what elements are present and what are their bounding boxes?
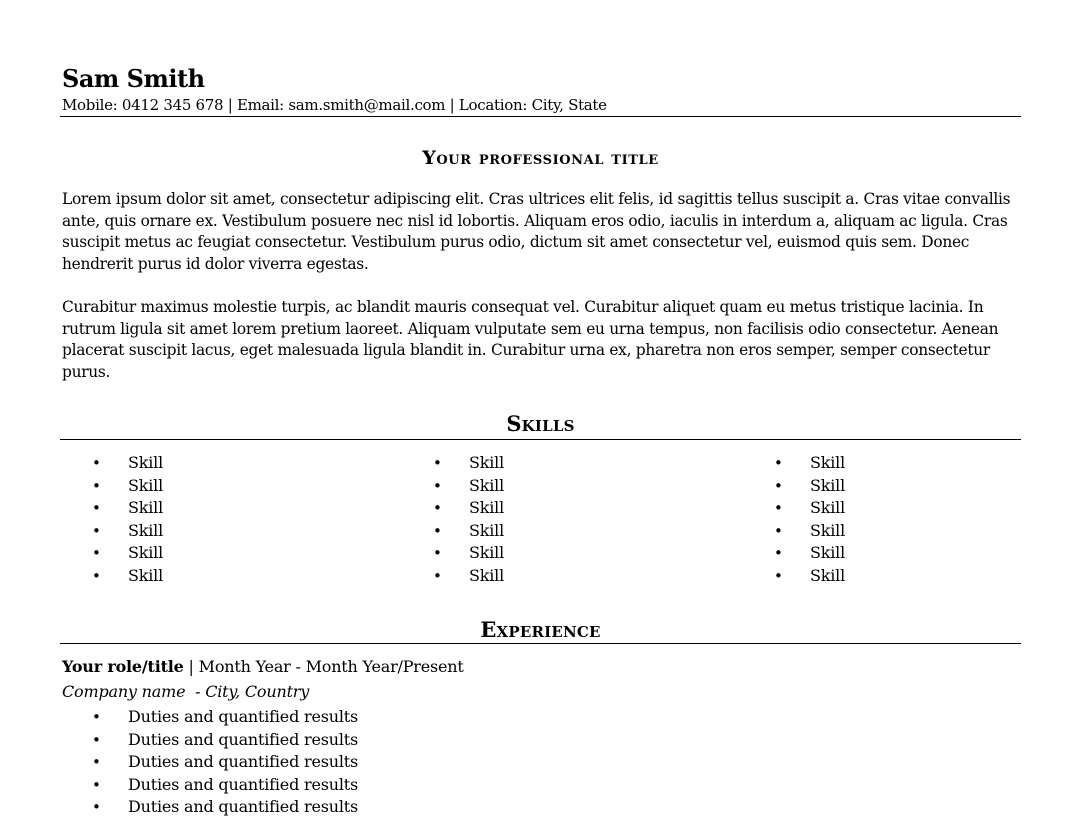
duties-list — [62, 706, 358, 819]
role-line — [62, 656, 464, 678]
bullet-icon: • — [774, 566, 783, 585]
skills-column-2 — [403, 452, 504, 587]
bullet-icon: • — [433, 544, 442, 562]
bullet-icon: • — [92, 454, 101, 472]
bullet-icon: • — [92, 798, 101, 816]
skill-item: • Skill — [744, 565, 845, 588]
skill-item: • Skill — [403, 565, 504, 588]
skill-item: • Skill — [403, 497, 504, 520]
skill-item: • Skill — [62, 475, 163, 498]
skill-item: • Skill — [62, 497, 163, 520]
skill-item: • Skill — [744, 452, 845, 475]
bullet-icon: • — [92, 775, 101, 794]
bullet-icon: • — [433, 476, 442, 495]
bullet-icon: • — [92, 708, 101, 726]
skill-item: • Skill — [744, 497, 845, 520]
bullet-icon: • — [433, 454, 442, 472]
bullet-icon: • — [92, 753, 101, 771]
summary-paragraph-1: Lorem ipsum dolor sit amet, consectetur adipiscing elit. Cras ultrices elit felis, id sagittis tellus suscipit a. Cras vitae convallis ante, quis ornare ex. Vestibulum posuere nec nisl id lobortis. Aliquam eros odio, iaculis in interdum a, aliquam ac ligula. Cras suscipit metus ac feugiat consectetur. Vestibulum purus odio, dictum sit amet consectetur vel, euismod quis sem. Donec hendrerit purus id dolor viverra egestas. — [62, 190, 1011, 273]
bullet-icon: • — [92, 566, 101, 585]
experience-heading: Experience — [480, 617, 601, 642]
skill-item: • Skill — [403, 520, 504, 543]
duty-item: • Duties and quantified results — [62, 706, 358, 729]
duty-item: • Duties and quantified results — [62, 796, 358, 819]
skill-item: • Skill — [403, 452, 504, 475]
skill-item: • Skill — [62, 520, 163, 543]
bullet-icon: • — [92, 521, 101, 540]
bullet-icon: • — [433, 499, 442, 517]
skill-item: • Skill — [62, 542, 163, 565]
skill-item: • Skill — [744, 475, 845, 498]
bullet-icon: • — [774, 521, 783, 540]
bullet-icon: • — [774, 544, 783, 562]
role-title: Your role/title — [62, 657, 184, 676]
bullet-icon: • — [774, 476, 783, 495]
skill-item: • Skill — [744, 520, 845, 543]
skills-column-1 — [62, 452, 163, 587]
skill-item: • Skill — [744, 542, 845, 565]
skill-item: • Skill — [403, 542, 504, 565]
duty-item: • Duties and quantified results — [62, 751, 358, 774]
professional-title: Your professional title — [422, 147, 659, 169]
skills-column-3 — [744, 452, 845, 587]
bullet-icon: • — [92, 544, 101, 562]
duty-item: • Duties and quantified results — [62, 774, 358, 797]
bullet-icon: • — [774, 499, 783, 517]
bullet-icon: • — [433, 521, 442, 540]
bullet-icon: • — [92, 730, 101, 749]
experience-divider — [60, 643, 1021, 644]
skill-item: • Skill — [62, 565, 163, 588]
header-divider — [60, 116, 1021, 117]
skill-item: • Skill — [62, 452, 163, 475]
contact-line: Mobile: 0412 345 678 | Email: sam.smith@mail.com | Location: City, State — [62, 96, 607, 114]
bullet-icon: • — [774, 454, 783, 472]
bullet-icon: • — [92, 476, 101, 495]
bullet-icon: • — [92, 499, 101, 517]
skills-heading: Skills — [506, 411, 575, 436]
company-line: Company name - City, Country — [62, 682, 310, 701]
candidate-name: Sam Smith — [62, 64, 205, 93]
bullet-icon: • — [433, 566, 442, 585]
duty-item: • Duties and quantified results — [62, 729, 358, 752]
skills-divider — [60, 439, 1021, 440]
summary-paragraph-2: Curabitur maximus molestie turpis, ac blandit mauris consequat vel. Curabitur aliquet quam eu metus tristique lacinia. In rutrum ligula sit amet lorem pretium laoreet. Aliquam vulputate sem eu urna tempus, non facilisis odio consectetur. Aenean placerat suscipit lacus, eget malesuada ligula blandit in. Curabitur urna ex, pharetra non eros semper, semper consectetur purus. — [62, 298, 999, 381]
skill-item: • Skill — [403, 475, 504, 498]
role-dates: | Month Year - Month Year/Present — [183, 657, 464, 676]
